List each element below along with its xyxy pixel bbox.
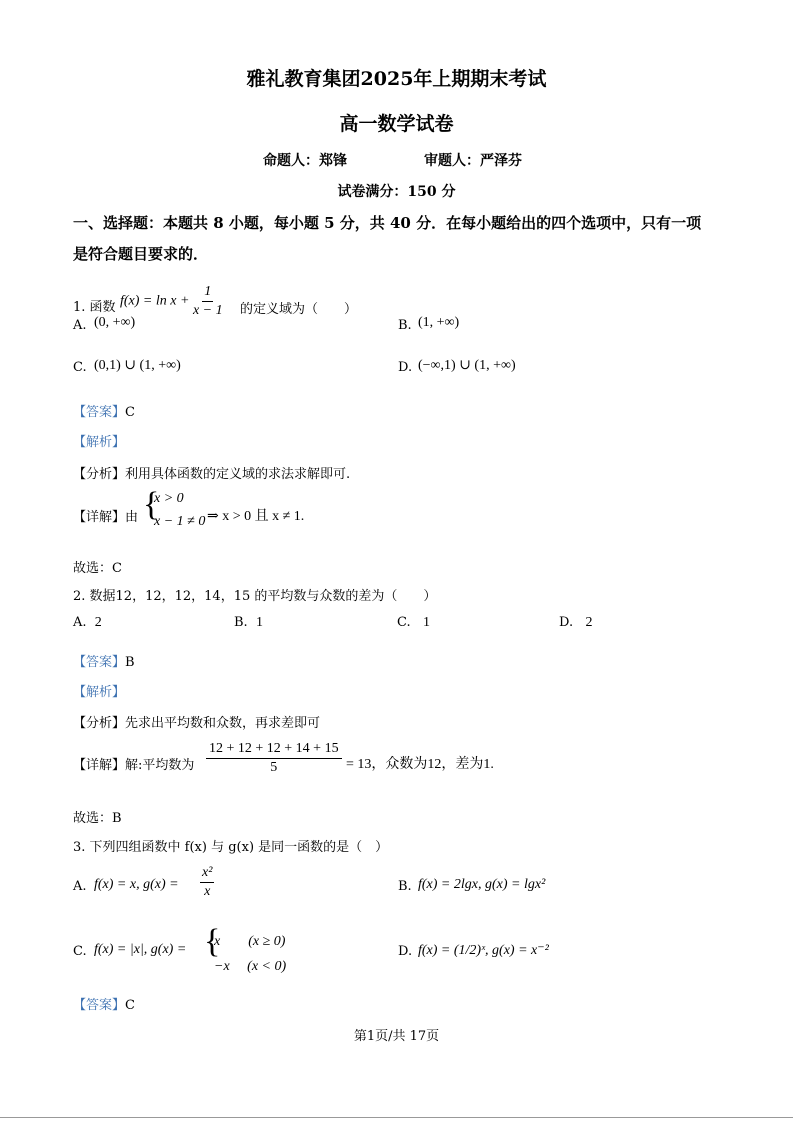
q2-fraction: [206, 740, 342, 777]
q2-opt-d: [559, 615, 593, 631]
q2-detail-tag: 【详解】: [73, 758, 126, 773]
q1-opt-b-label: B.: [398, 318, 412, 333]
q2-opt-a: [73, 615, 102, 631]
q1-fraction: [193, 283, 223, 320]
q1-fenxi: [73, 463, 350, 482]
q1-detail-tag: 【详解】: [73, 510, 126, 525]
q2-answer-tag: 【答案】: [73, 655, 126, 670]
q1-system-line1: x > 0: [154, 491, 184, 506]
exam-title: 雅礼教育集团2025年上期期末考试: [246, 68, 547, 90]
q3-opt-c-pre: f(x) = |x|, g(x) =: [94, 942, 187, 957]
q3-opt-a-label: A.: [73, 879, 87, 894]
page-number: 第1页/共 17页: [353, 1029, 440, 1044]
q1-fenxi-tag: 【分析】: [73, 467, 126, 482]
q3-opt-d: f(x) = (1/2)ˣ, g(x) = x⁻²: [418, 943, 549, 958]
q3-answer-value: C: [125, 998, 135, 1013]
q2-fenxi-text: 先求出平均数和众数，再求差即可: [125, 716, 321, 731]
q1-choose: 故选：C: [73, 561, 122, 576]
q2-answer: [73, 651, 135, 670]
q2-opt-b-label: B.: [234, 615, 248, 630]
bottom-rule: [0, 1117, 793, 1118]
q2-opt-b: [234, 615, 263, 631]
q2-choose: 故选：B: [73, 811, 122, 826]
q2-fenxi: [73, 712, 320, 731]
q1-detail-pre: 由: [125, 510, 139, 525]
q1-opt-b: (1, +∞): [418, 315, 460, 330]
section-heading-line1: 一、选择题：本题共 8 小题，每小题 5 分，共 40 分．在每小题给出的四个选项中，只有一项: [73, 214, 702, 232]
q2-stem: 2. 数据12，12，12，14，15 的平均数与众数的差为（ ）: [73, 589, 437, 604]
q3-answer: [73, 994, 135, 1013]
q1-opt-c-label: C.: [73, 360, 87, 375]
q2-frac: [206, 740, 342, 777]
q3-opt-a-num: x²: [200, 864, 214, 883]
q2-detail: [73, 754, 194, 773]
q1-func-text: f(x) = ln x +: [120, 293, 190, 309]
q2-answer-value: B: [125, 655, 135, 670]
q1-analysis-tag: 【解析】: [73, 435, 126, 450]
q2-opt-c-label: C.: [397, 615, 411, 630]
q2-detail-pre: 解:平均数为: [125, 758, 195, 773]
q1-detail-post: ⇒ x > 0 且 x ≠ 1.: [207, 509, 305, 524]
q3-opt-a-fraction: [200, 864, 214, 901]
q2-analysis-tag: 【解析】: [73, 685, 126, 700]
q1-opt-c: (0,1) ∪ (1, +∞): [94, 358, 181, 373]
q1-tail: 的定义域为（ ）: [240, 302, 358, 317]
q1-system-brace: {: [143, 486, 160, 523]
q1-opt-a-label: A.: [73, 318, 87, 333]
q3-opt-a-frac: [200, 864, 214, 901]
q3-opt-c-brace: {: [204, 923, 221, 960]
q2-opt-b-value: 1: [255, 615, 263, 630]
author-label: 命题人：郑锋: [263, 153, 347, 169]
q2-fenxi-tag: 【分析】: [73, 716, 126, 731]
q1-frac-num: 1: [202, 283, 213, 302]
q1-answer: [73, 401, 135, 420]
q2-frac-den: 5: [270, 760, 278, 775]
score-label: 试卷满分：150 分: [337, 184, 456, 200]
q2-opt-d-label: D.: [559, 615, 574, 630]
q3-opt-c-case2: −x (x < 0): [214, 959, 287, 974]
section-heading-line2: 是符合题目要求的．: [73, 245, 209, 263]
q1-opt-d: (−∞,1) ∪ (1, +∞): [418, 358, 516, 373]
q2-opt-d-value: 2: [585, 615, 593, 630]
q1-detail-head: [73, 506, 138, 525]
q3-opt-a-pre: f(x) = x, g(x) =: [94, 877, 179, 892]
q1-answer-tag: 【答案】: [73, 405, 126, 420]
q3-opt-d-label: D.: [398, 944, 413, 959]
q2-opt-c: [397, 615, 430, 631]
q3-opt-c-case1: x (x ≥ 0): [214, 934, 286, 949]
q2-detail-post: = 13，众数为12，差为1.: [346, 757, 494, 772]
q1-number: 1. 函数: [73, 300, 116, 315]
q3-opt-a-den: x: [204, 884, 211, 899]
q1-opt-d-label: D.: [398, 360, 413, 375]
q1-opt-a: (0, +∞): [94, 315, 136, 330]
q1-function: [120, 283, 223, 320]
q2-opt-a-value: 2: [94, 615, 102, 630]
reviewer-label: 审题人：严泽芬: [424, 153, 522, 169]
q1-frac-den: x − 1: [192, 303, 223, 318]
q1-answer-value: C: [125, 405, 135, 420]
q3-opt-b: f(x) = 2lgx, g(x) = lgx²: [418, 877, 546, 892]
q3-answer-tag: 【答案】: [73, 998, 126, 1013]
q2-frac-num: 12 + 12 + 12 + 14 + 15: [206, 740, 342, 759]
q3-stem: 3. 下列四组函数中 f(x) 与 g(x) 是同一函数的是（ ）: [73, 840, 389, 855]
exam-subtitle: 高一数学试卷: [339, 113, 454, 135]
q1-system-line2: x − 1 ≠ 0: [154, 514, 206, 529]
q3-opt-c-label: C.: [73, 944, 87, 959]
q2-opt-a-label: A.: [73, 615, 87, 630]
q3-opt-b-label: B.: [398, 879, 412, 894]
q2-opt-c-value: 1: [423, 615, 431, 630]
q1-fenxi-text: 利用具体函数的定义域的求法求解即可.: [125, 467, 351, 482]
